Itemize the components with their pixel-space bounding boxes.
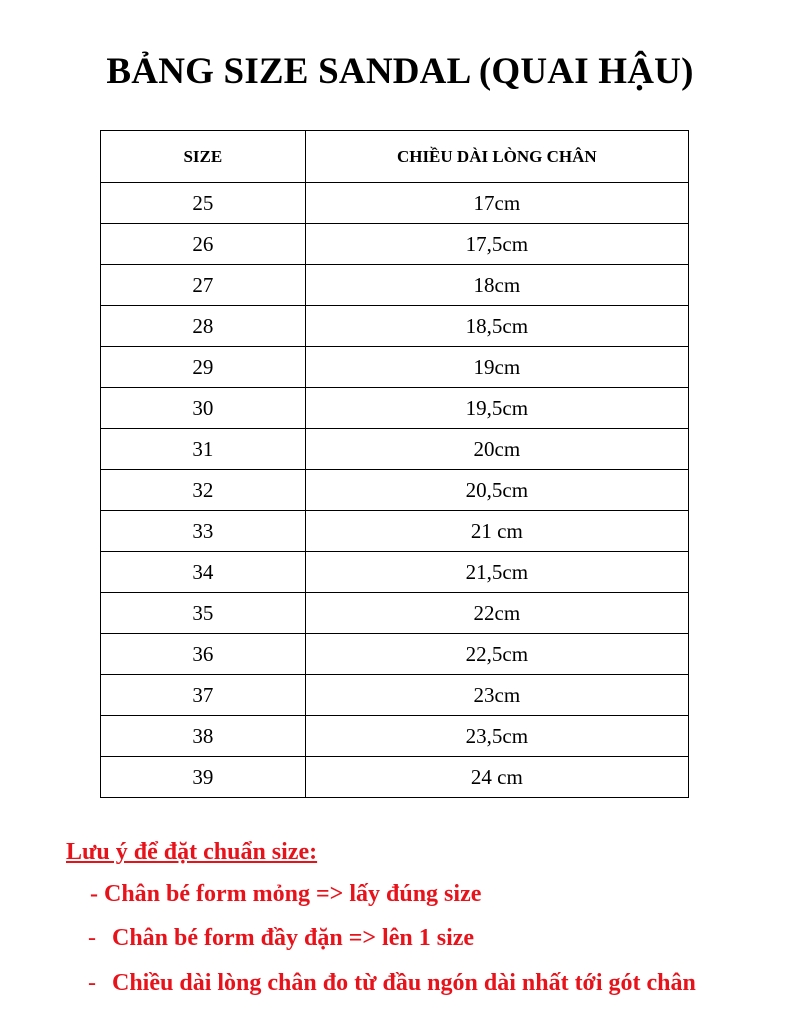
notes-section	[66, 836, 786, 996]
table-row	[101, 183, 689, 224]
length-cell: 17,5cm	[305, 224, 688, 265]
size-cell: 30	[101, 388, 306, 429]
size-cell: 36	[101, 634, 306, 675]
table-row	[101, 388, 689, 429]
table-row	[101, 306, 689, 347]
page-title: BẢNG SIZE SANDAL (QUAI HẬU)	[106, 51, 694, 92]
size-cell: 35	[101, 593, 306, 634]
length-cell: 24 cm	[305, 757, 688, 798]
size-cell: 28	[101, 306, 306, 347]
table-header-row	[101, 131, 689, 183]
length-cell: 22,5cm	[305, 634, 688, 675]
length-cell: 23cm	[305, 675, 688, 716]
table-row	[101, 675, 689, 716]
size-cell: 32	[101, 470, 306, 511]
length-cell: 18,5cm	[305, 306, 688, 347]
table-row	[101, 224, 689, 265]
table-row	[101, 552, 689, 593]
table-row	[101, 470, 689, 511]
table-row	[101, 347, 689, 388]
length-cell: 23,5cm	[305, 716, 688, 757]
column-header-size: SIZE	[101, 131, 306, 183]
bullet-dash: -	[88, 970, 96, 996]
length-cell: 20cm	[305, 429, 688, 470]
size-cell: 27	[101, 265, 306, 306]
table-row	[101, 757, 689, 798]
table-row	[101, 716, 689, 757]
length-cell: 17cm	[305, 183, 688, 224]
table-row	[101, 265, 689, 306]
note-item: - Chân bé form mỏng => lấy đúng size	[90, 881, 482, 907]
length-cell: 19,5cm	[305, 388, 688, 429]
length-cell: 20,5cm	[305, 470, 688, 511]
column-header-foot-length: CHIỀU DÀI LÒNG CHÂN	[305, 131, 688, 183]
table-row	[101, 593, 689, 634]
size-cell: 39	[101, 757, 306, 798]
note-item	[88, 922, 474, 954]
bullet-dash: -	[88, 925, 96, 951]
table-row	[101, 634, 689, 675]
size-cell: 37	[101, 675, 306, 716]
size-cell: 34	[101, 552, 306, 593]
length-cell: 18cm	[305, 265, 688, 306]
size-cell: 33	[101, 511, 306, 552]
notes-heading: Lưu ý để đặt chuẩn size:	[66, 839, 318, 865]
length-cell: 21,5cm	[305, 552, 688, 593]
size-cell: 25	[101, 183, 306, 224]
length-cell: 22cm	[305, 593, 688, 634]
size-cell: 31	[101, 429, 306, 470]
table-row	[101, 429, 689, 470]
table-row	[101, 511, 689, 552]
size-cell: 26	[101, 224, 306, 265]
length-cell: 21 cm	[305, 511, 688, 552]
size-cell: 38	[101, 716, 306, 757]
length-cell: 19cm	[305, 347, 688, 388]
note-text: Chiều dài lòng chân đo từ đầu ngón dài nhất tới gót chân	[112, 970, 696, 996]
size-table	[100, 130, 689, 798]
note-text: Chân bé form đầy đặn => lên 1 size	[112, 925, 475, 951]
size-cell: 29	[101, 347, 306, 388]
note-item	[88, 967, 696, 999]
